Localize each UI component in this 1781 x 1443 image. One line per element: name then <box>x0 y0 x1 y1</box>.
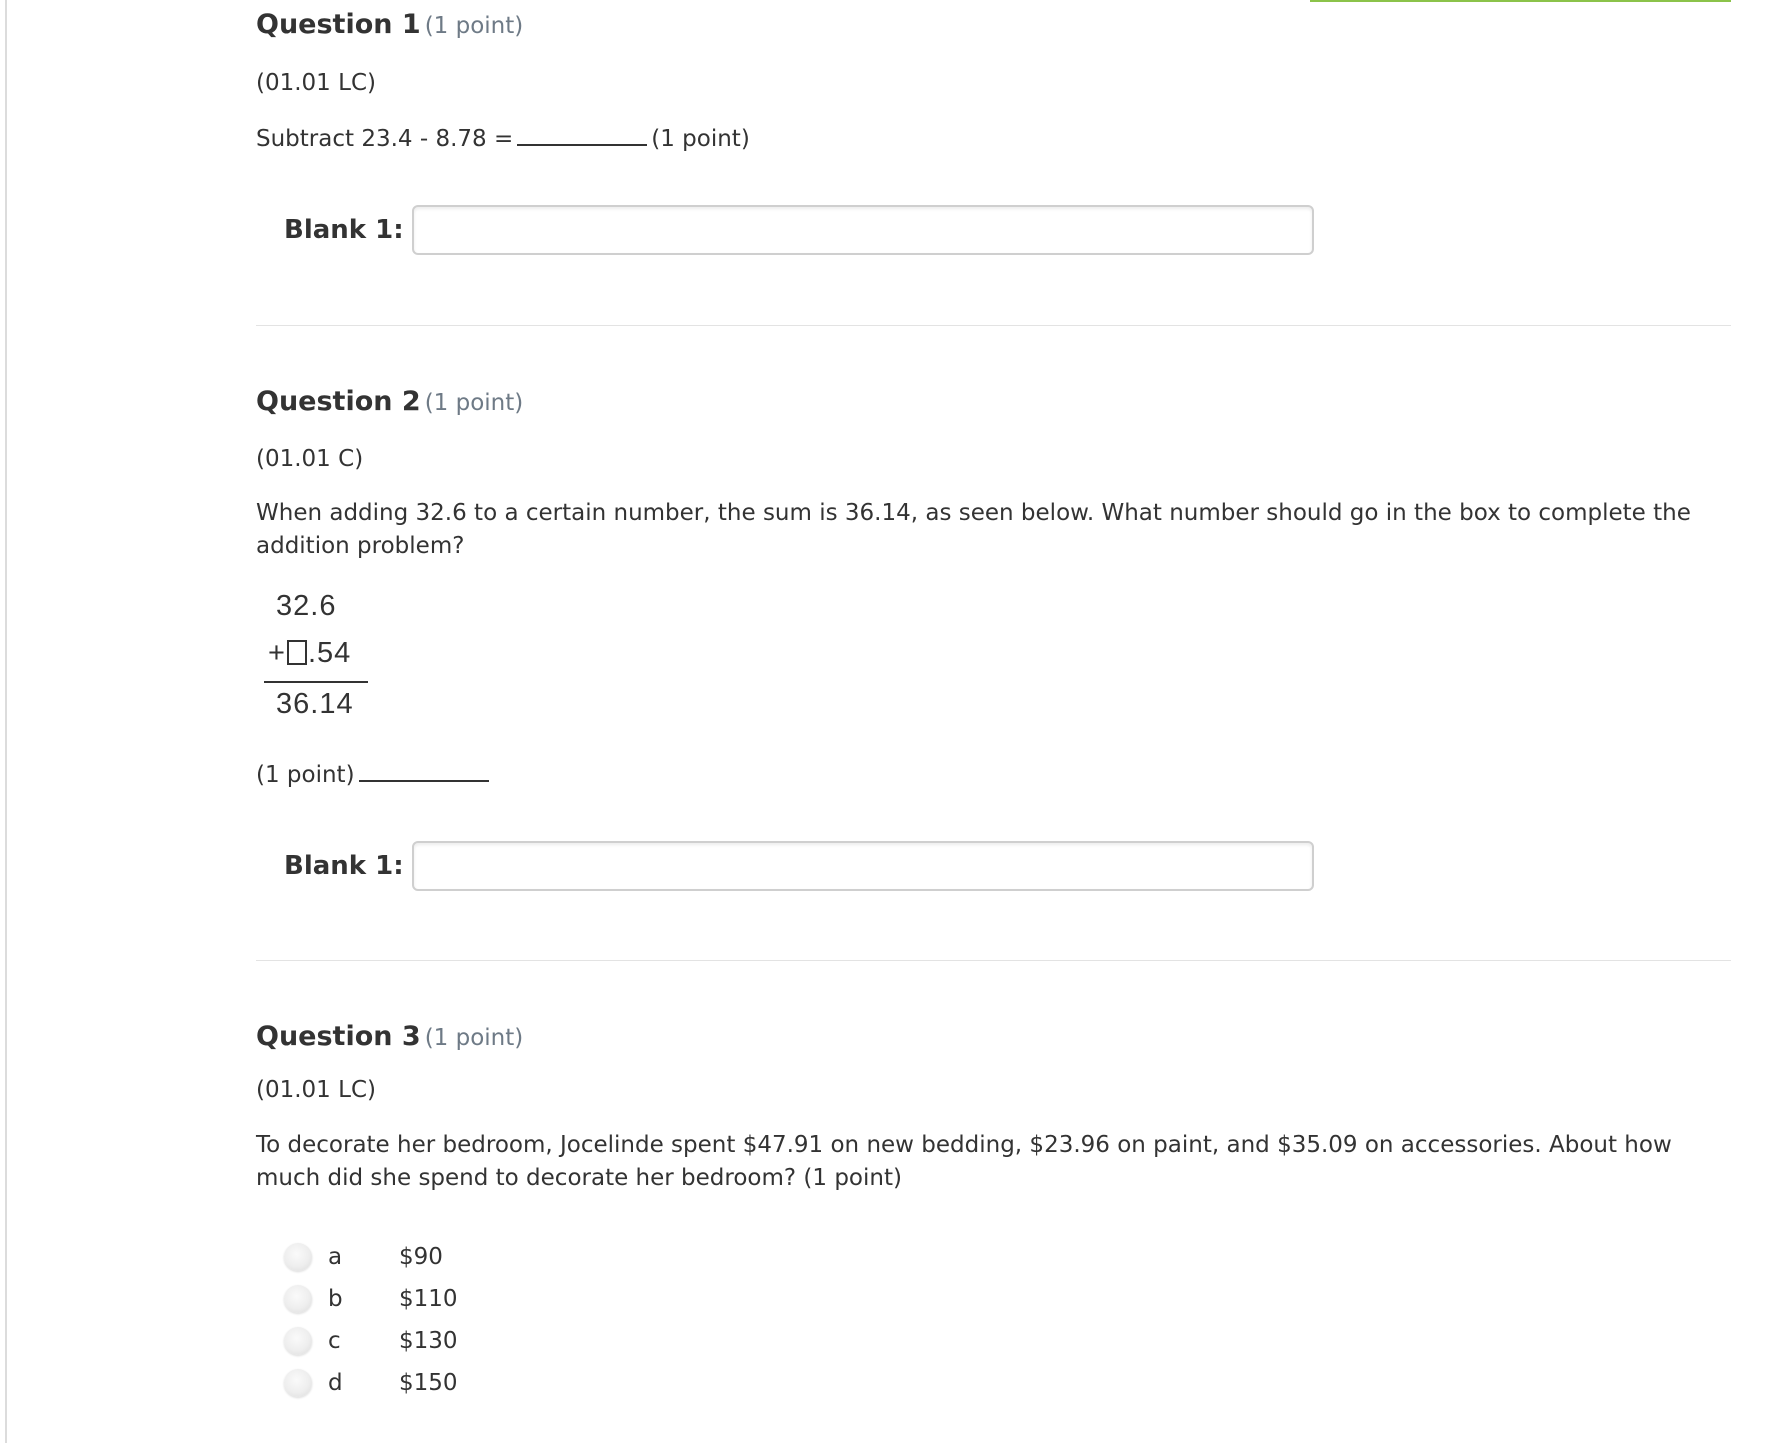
question-number: Question 1 <box>256 9 421 40</box>
choice-letter: c <box>328 1328 341 1354</box>
addend-2 <box>268 637 351 670</box>
question-text: When adding 32.6 to a certain number, the sum is 36.14, as seen below. What number should go in the box to complete the addition problem? <box>256 500 1691 559</box>
blank-label: Blank 1: <box>284 215 404 245</box>
blank-row <box>284 841 1314 891</box>
addend-1: 32.6 <box>276 590 337 622</box>
left-border <box>5 0 7 1443</box>
missing-digit-box <box>287 640 307 665</box>
question-points: (1 point) <box>424 1025 524 1051</box>
choice-c[interactable] <box>284 1321 584 1361</box>
choice-value: $150 <box>399 1370 458 1396</box>
blank-label: Blank 1: <box>284 851 404 881</box>
sum-value: 36.14 <box>276 688 354 720</box>
plus-sign: + <box>268 637 286 669</box>
question-points-inline: (1 point) <box>256 762 355 788</box>
question-number: Question 3 <box>256 1021 421 1052</box>
sum-line <box>264 681 368 683</box>
radio-button[interactable] <box>284 1369 312 1397</box>
answer-underline <box>517 122 647 146</box>
question-points: (1 point) <box>424 13 524 39</box>
blank-row <box>284 205 1314 255</box>
choice-d[interactable] <box>284 1363 584 1403</box>
choice-a[interactable] <box>284 1237 584 1277</box>
question-code: (01.01 C) <box>256 446 364 472</box>
answer-choices <box>284 1237 584 1417</box>
question-text: To decorate her bedroom, Jocelinde spent $47.91 on new bedding, $23.96 on paint, and $35.09 on accessories. About how much did she spend to decorate her bedroom? (1 point) <box>256 1132 1672 1191</box>
progress-accent-bar <box>1310 0 1731 2</box>
radio-button[interactable] <box>284 1243 312 1271</box>
question-title <box>256 1020 523 1055</box>
choice-value: $110 <box>399 1286 458 1312</box>
question-prompt: Subtract 23.4 - 8.78 = <box>256 126 514 152</box>
choice-letter: b <box>328 1286 343 1312</box>
question-points: (1 point) <box>424 390 524 416</box>
blank-1-input[interactable] <box>412 841 1314 891</box>
choice-letter: a <box>328 1244 343 1270</box>
question-divider <box>256 960 1731 961</box>
question-text <box>256 122 750 156</box>
question-title <box>256 385 523 420</box>
choice-b[interactable] <box>284 1279 584 1319</box>
radio-button[interactable] <box>284 1285 312 1313</box>
answer-underline <box>359 758 489 782</box>
addition-figure <box>264 590 384 730</box>
choice-letter: d <box>328 1370 343 1396</box>
question-number: Question 2 <box>256 386 421 417</box>
radio-button[interactable] <box>284 1327 312 1355</box>
choice-value: $130 <box>399 1328 458 1354</box>
question-code: (01.01 LC) <box>256 70 376 96</box>
addend-2-decimal: .54 <box>307 637 352 669</box>
question-points-inline: (1 point) <box>651 126 750 152</box>
question-title <box>256 8 523 43</box>
question-divider <box>256 325 1731 326</box>
question-code: (01.01 LC) <box>256 1077 376 1103</box>
choice-value: $90 <box>399 1244 443 1270</box>
blank-1-input[interactable] <box>412 205 1314 255</box>
points-line <box>256 758 493 792</box>
